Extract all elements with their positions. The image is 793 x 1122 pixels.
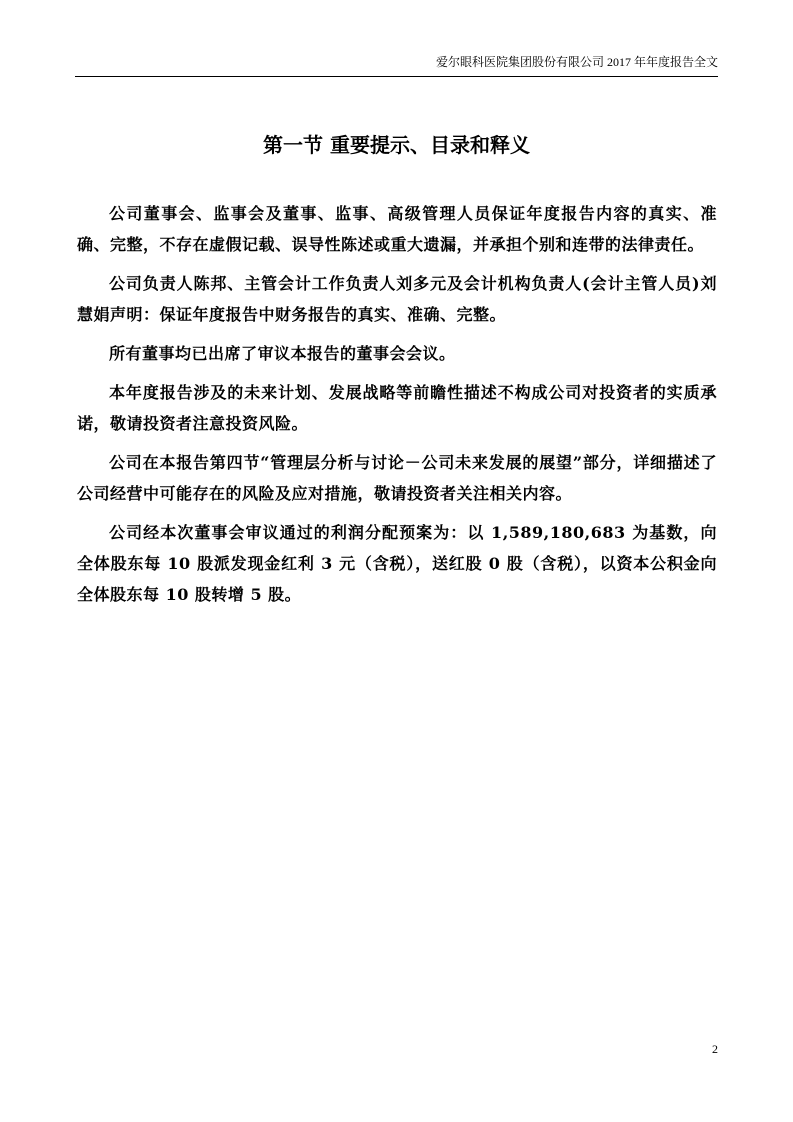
paragraph-risk-notice: 公司在本报告第四节“管理层分析与讨论－公司未来发展的展望”部分，详细描述了公司经营中可能存在的风险及应对措施，敬请投资者关注相关内容。: [77, 453, 717, 503]
paragraph-forward-looking-disclaimer: 本年度报告涉及的未来计划、发展战略等前瞻性描述不构成公司对投资者的实质承诺，敬请投资者注意投资风险。: [77, 383, 717, 433]
section-title: 第一节 重要提示、目录和释义: [263, 133, 530, 157]
page-number: 2: [712, 1042, 718, 1056]
paragraph-responsibility-statement: 公司董事会、监事会及董事、监事、高级管理人员保证年度报告内容的真实、准确、完整，不存在虚假记载、误导性陈述或重大遗漏，并承担个别和连带的法律责任。: [77, 204, 717, 254]
paragraph-profit-distribution: 公司经本次董事会审议通过的利润分配预案为：以 1,589,180,683 为基数，向全体股东每 10 股派发现金红利 3 元（含税），送红股 0 股（含税），以资本公积金向全体股东每 10 股转增 5 股。: [77, 523, 717, 604]
paragraph-board-attendance: 所有董事均已出席了审议本报告的董事会会议。: [109, 344, 456, 363]
body-text: [77, 198, 717, 618]
running-title: 爱尔眼科医院集团股份有限公司 2017 年年度报告全文: [435, 55, 718, 69]
page-header: [75, 54, 718, 77]
paragraph-officer-declaration: 公司负责人陈邦、主管会计工作负责人刘多元及会计机构负责人(会计主管人员)刘慧娟声明：保证年度报告中财务报告的真实、准确、完整。: [77, 274, 717, 324]
